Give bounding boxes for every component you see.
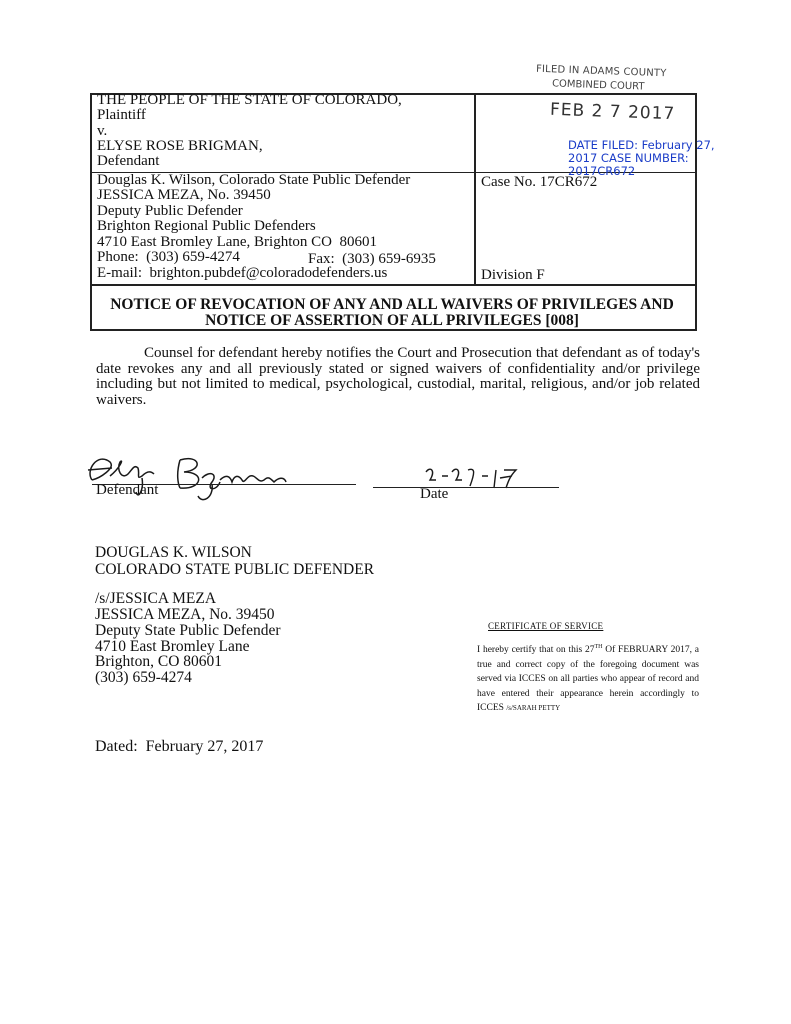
counsel-line-8: (303) 659-4274 <box>95 669 192 686</box>
counsel-line-6: 4710 East Bromley Lane <box>95 638 250 655</box>
certificate-superscript: TH <box>594 644 603 650</box>
counsel-line-4: JESSICA MEZA, No. 39450 <box>95 606 275 623</box>
caption-party-3: ELYSE ROSE BRIGMAN, <box>97 138 263 154</box>
document-title-line1: NOTICE OF REVOCATION OF ANY AND ALL WAIVERS OF PRIVILEGES AND <box>110 296 674 313</box>
certificate-text-2: Of FEBRUARY 2017, a true and correct copy of the foregoing document was served via ICCES on all parties who appear of record and have entered their appearance herein accordingly to ICCES <box>477 645 699 714</box>
certificate-body <box>477 640 699 716</box>
defendant-signature <box>80 440 380 510</box>
document-title-line2: NOTICE OF ASSERTION OF ALL PRIVILEGES [008] <box>205 312 579 329</box>
date-label: Date <box>420 486 449 502</box>
attorney-line-0: Douglas K. Wilson, Colorado State Public Defender <box>97 172 411 188</box>
certificate-title: CERTIFICATE OF SERVICE <box>488 621 604 631</box>
caption-party-4: Defendant <box>97 153 160 169</box>
counsel-line-3: /s/JESSICA MEZA <box>95 590 217 607</box>
attorney-fax: Fax: (303) 659-6935 <box>308 251 436 267</box>
filed-stamp-date: FEB 2 7 2017 <box>549 99 676 125</box>
body-paragraph: Counsel for defendant hereby notifies the Court and Prosecution that defendant as of today's date revokes any and all previously stated or signed waivers of confidentiality and/or privilege including but not limited to medical, psychological, custodial, marital, religious, and/or job related waivers. <box>96 345 700 408</box>
filed-stamp-line1: FILED IN ADAMS COUNTY <box>535 63 667 80</box>
date-filed-overlay: DATE FILED: February 27, 2017 CASE NUMBER: 2017CR672 <box>568 138 715 178</box>
counsel-line-0: DOUGLAS K. WILSON <box>95 544 252 561</box>
attorney-line-1: JESSICA MEZA, No. 39450 <box>97 187 271 203</box>
caption-party-2: v. <box>97 123 108 139</box>
attorney-email: E-mail: brighton.pubdef@coloradodefenders.us <box>97 265 388 281</box>
defendant-label: Defendant <box>96 482 159 498</box>
attorney-phone: Phone: (303) 659-4274 <box>97 249 240 265</box>
filed-stamp-line2: COMBINED COURT <box>551 78 645 93</box>
document-title <box>92 297 692 329</box>
division: Division F <box>481 267 545 283</box>
counsel-line-7: Brighton, CO 80601 <box>95 653 223 670</box>
attorney-line-2: Deputy Public Defender <box>97 203 243 219</box>
attorney-line-3: Brighton Regional Public Defenders <box>97 218 316 234</box>
counsel-line-1: COLORADO STATE PUBLIC DEFENDER <box>95 561 375 578</box>
counsel-line-5: Deputy State Public Defender <box>95 622 281 639</box>
certificate-signature: /s/SARAH PETTY <box>506 704 561 713</box>
case-number: Case No. 17CR672 <box>481 174 598 190</box>
caption-party-1: Plaintiff <box>97 107 146 123</box>
attorney-line-4: 4710 East Bromley Lane, Brighton CO 80601 <box>97 234 377 250</box>
caption-party-0: THE PEOPLE OF THE STATE OF COLORADO, <box>97 92 402 108</box>
certificate-text-1: I hereby certify that on this 27 <box>477 645 595 656</box>
dated-line: Dated: February 27, 2017 <box>95 738 264 755</box>
